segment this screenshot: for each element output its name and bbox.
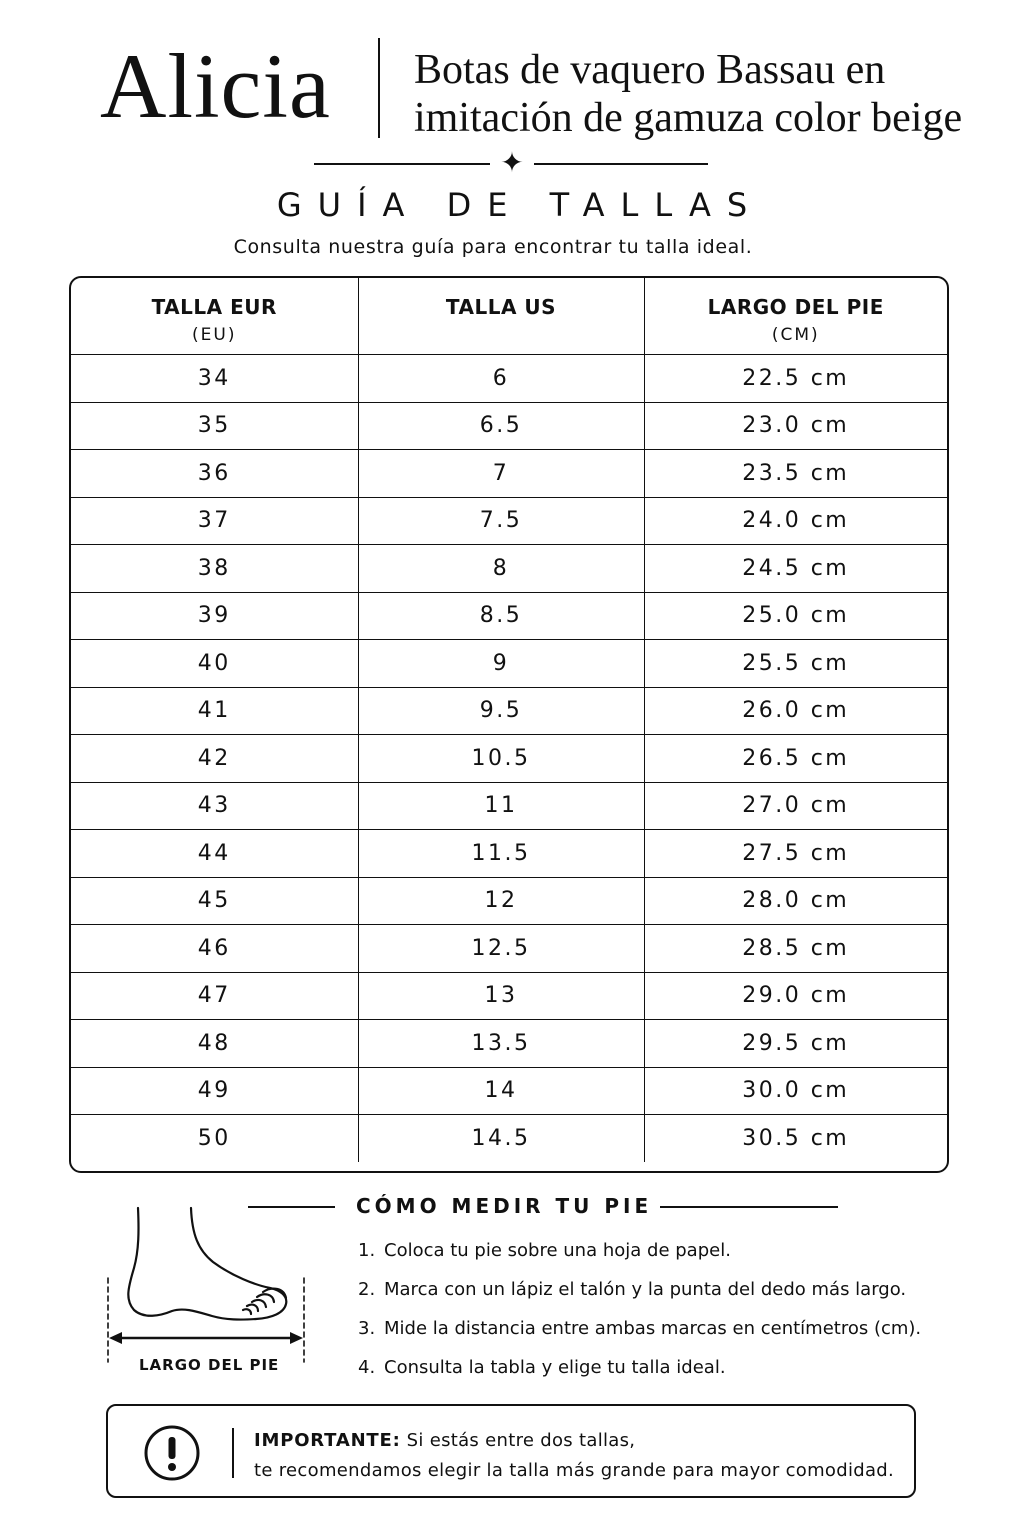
step-number: 4.	[358, 1357, 376, 1378]
header-divider	[378, 38, 380, 138]
list-item	[358, 1240, 921, 1279]
table-row	[71, 925, 947, 973]
cell-foot-length: 30.5 cm	[644, 1115, 947, 1162]
cell-eur-size: 44	[71, 830, 358, 878]
cell-us-size: 9.5	[358, 687, 644, 735]
cell-us-size: 9	[358, 640, 644, 688]
cell-us-size: 11	[358, 782, 644, 830]
cell-foot-length: 29.0 cm	[644, 972, 947, 1020]
table-row	[71, 830, 947, 878]
important-divider	[232, 1428, 234, 1478]
cell-eur-size: 39	[71, 592, 358, 640]
step-number: 1.	[358, 1240, 376, 1261]
cell-us-size: 6.5	[358, 402, 644, 450]
cell-eur-size: 48	[71, 1020, 358, 1068]
cell-us-size: 14.5	[358, 1115, 644, 1162]
brand-logo: Alicia	[100, 35, 331, 137]
cell-foot-length: 24.5 cm	[644, 545, 947, 593]
cell-foot-length: 30.0 cm	[644, 1067, 947, 1115]
important-label: IMPORTANTE:	[254, 1430, 401, 1451]
cell-us-size: 8	[358, 545, 644, 593]
cell-us-size: 7.5	[358, 497, 644, 545]
table-row	[71, 402, 947, 450]
cell-eur-size: 47	[71, 972, 358, 1020]
table-row	[71, 545, 947, 593]
measure-steps	[358, 1240, 921, 1396]
cell-us-size: 12.5	[358, 925, 644, 973]
cell-foot-length: 27.0 cm	[644, 782, 947, 830]
cell-eur-size: 43	[71, 782, 358, 830]
size-table	[69, 276, 949, 1173]
cell-foot-length: 26.5 cm	[644, 735, 947, 783]
table-row	[71, 1020, 947, 1068]
section-line-right	[660, 1206, 838, 1208]
table-row	[71, 1067, 947, 1115]
size-guide-title: GUÍA DE TALLAS	[276, 186, 764, 224]
cell-foot-length: 29.5 cm	[644, 1020, 947, 1068]
cell-foot-length: 26.0 cm	[644, 687, 947, 735]
cell-us-size: 7	[358, 450, 644, 498]
table-row	[71, 877, 947, 925]
table-row	[71, 1115, 947, 1162]
cell-us-size: 14	[358, 1067, 644, 1115]
cell-foot-length: 25.5 cm	[644, 640, 947, 688]
product-title-line-2: imitación de gamuza color beige	[414, 95, 963, 141]
important-line-2: te recomendamos elegir la talla más grande para mayor comodidad.	[254, 1460, 895, 1481]
cell-eur-size: 50	[71, 1115, 358, 1162]
list-item	[358, 1279, 921, 1318]
cell-eur-size: 37	[71, 497, 358, 545]
ornament-line-left	[314, 163, 490, 165]
cell-foot-length: 28.5 cm	[644, 925, 947, 973]
column-header-eur	[71, 278, 358, 355]
table-row	[71, 497, 947, 545]
table-row	[71, 355, 947, 403]
column-header-label: TALLA EUR	[151, 295, 277, 319]
important-line-1: Si estás entre dos tallas,	[406, 1430, 636, 1451]
cell-eur-size: 35	[71, 402, 358, 450]
step-text: Consulta la tabla y elige tu talla ideal.	[384, 1357, 726, 1378]
cell-eur-size: 36	[71, 450, 358, 498]
cell-foot-length: 25.0 cm	[644, 592, 947, 640]
cell-us-size: 8.5	[358, 592, 644, 640]
cell-eur-size: 40	[71, 640, 358, 688]
list-item	[358, 1357, 921, 1396]
cell-foot-length: 23.0 cm	[644, 402, 947, 450]
important-note	[106, 1404, 916, 1498]
cell-us-size: 11.5	[358, 830, 644, 878]
cell-foot-length: 27.5 cm	[644, 830, 947, 878]
cell-foot-length: 24.0 cm	[644, 497, 947, 545]
column-header-us	[358, 278, 644, 355]
cell-us-size: 13.5	[358, 1020, 644, 1068]
how-to-measure-title: CÓMO MEDIR TU PIE	[356, 1194, 653, 1218]
cell-us-size: 12	[358, 877, 644, 925]
cell-foot-length: 23.5 cm	[644, 450, 947, 498]
cell-foot-length: 28.0 cm	[644, 877, 947, 925]
step-text: Mide la distancia entre ambas marcas en centímetros (cm).	[384, 1318, 922, 1339]
cell-eur-size: 45	[71, 877, 358, 925]
product-title-line-1: Botas de vaquero Bassau en	[414, 47, 886, 93]
step-number: 3.	[358, 1318, 376, 1339]
cell-eur-size: 34	[71, 355, 358, 403]
exclamation-circle-icon	[142, 1423, 202, 1483]
table-row	[71, 687, 947, 735]
column-header-label: TALLA US	[445, 295, 557, 319]
cell-eur-size: 38	[71, 545, 358, 593]
table-row	[71, 450, 947, 498]
sparkle-icon: ✦	[500, 146, 524, 179]
foot-length-label: LARGO DEL PIE	[139, 1356, 280, 1374]
important-text	[254, 1426, 894, 1486]
product-title	[414, 46, 1014, 142]
column-header-label: LARGO DEL PIE	[707, 295, 884, 319]
cell-us-size: 6	[358, 355, 644, 403]
ornament-line-right	[534, 163, 708, 165]
table-row	[71, 592, 947, 640]
table-row	[71, 640, 947, 688]
table-row	[71, 782, 947, 830]
cell-eur-size: 46	[71, 925, 358, 973]
table-row	[71, 972, 947, 1020]
table-body	[71, 355, 947, 1162]
cell-us-size: 10.5	[358, 735, 644, 783]
step-text: Marca con un lápiz el talón y la punta del dedo más largo.	[384, 1279, 907, 1300]
size-guide-subtitle: Consulta nuestra guía para encontrar tu talla ideal.	[233, 236, 753, 258]
column-header-unit: (CM)	[771, 325, 820, 345]
cell-eur-size: 49	[71, 1067, 358, 1115]
table-row	[71, 735, 947, 783]
cell-eur-size: 42	[71, 735, 358, 783]
list-item	[358, 1318, 921, 1357]
cell-us-size: 13	[358, 972, 644, 1020]
column-header-foot-length	[644, 278, 947, 355]
cell-eur-size: 41	[71, 687, 358, 735]
foot-length-icon	[100, 1200, 320, 1370]
cell-foot-length: 22.5 cm	[644, 355, 947, 403]
table-header-row	[71, 278, 947, 355]
step-number: 2.	[358, 1279, 376, 1300]
step-text: Coloca tu pie sobre una hoja de papel.	[384, 1240, 731, 1261]
column-header-unit: (EU)	[192, 325, 237, 345]
